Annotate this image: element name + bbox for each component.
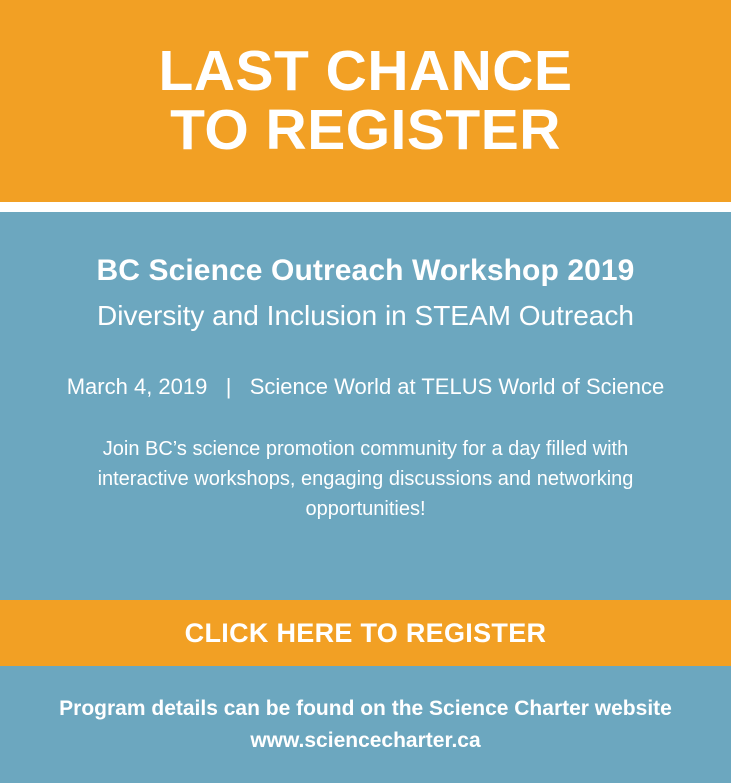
divider-rule xyxy=(0,202,731,212)
headline-line-2: TO REGISTER xyxy=(170,98,561,162)
footer-note: Program details can be found on the Science Charter website xyxy=(59,696,672,720)
register-button[interactable] xyxy=(0,600,731,666)
footer-section xyxy=(0,666,731,783)
register-button-label: CLICK HERE TO REGISTER xyxy=(184,617,547,648)
event-title: BC Science Outreach Workshop 2019 xyxy=(96,254,635,287)
event-description: Join BC’s science promotion community for a day filled with interactive workshops, engaging discussions and networking opportunities! xyxy=(97,438,634,520)
headline-line-1: LAST CHANCE xyxy=(158,38,573,103)
headline-banner xyxy=(0,0,731,202)
footer-website-link[interactable]: www.sciencecharter.ca xyxy=(250,728,481,752)
event-date-venue: March 4, 2019 | Science World at TELUS World of Science xyxy=(66,374,665,399)
event-details-section xyxy=(0,212,731,600)
event-subtitle: Diversity and Inclusion in STEAM Outreach xyxy=(97,300,634,331)
